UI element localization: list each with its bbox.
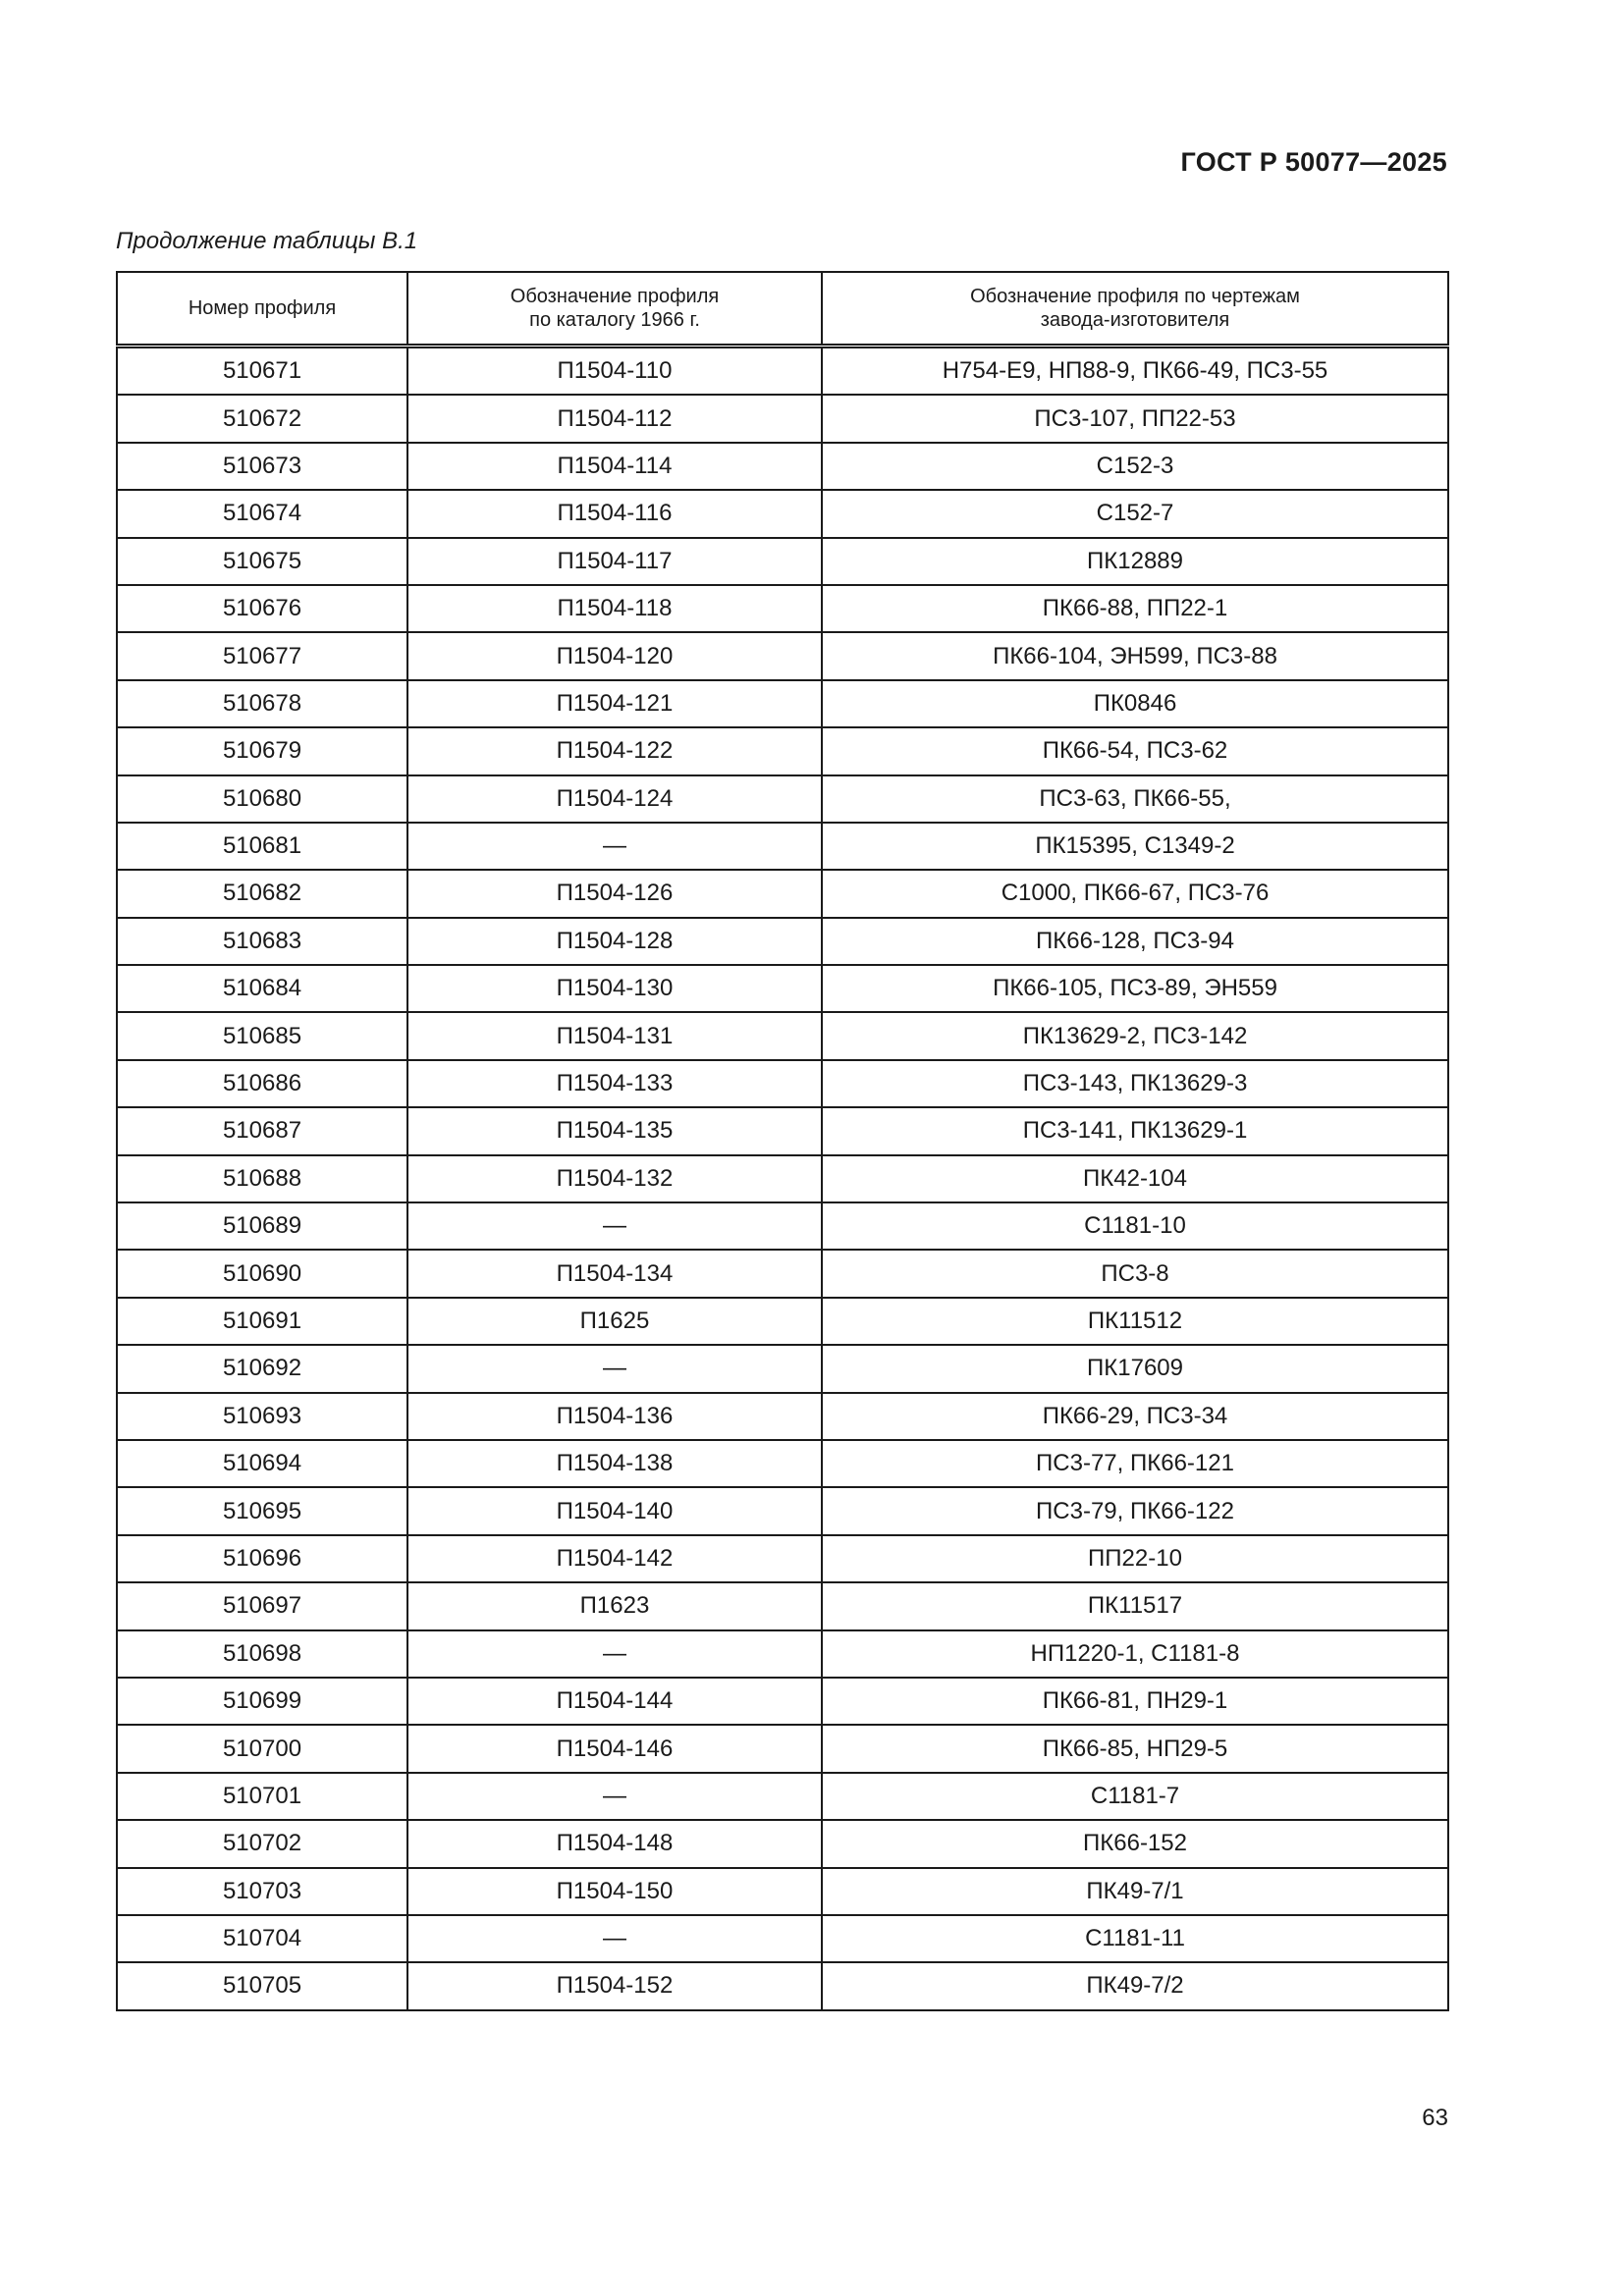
cell-catalog-designation: —: [407, 1345, 822, 1392]
column-header-factory-drawings: [822, 272, 1448, 347]
table-row: [117, 1298, 1448, 1345]
cell-profile-number: 510691: [117, 1298, 407, 1345]
cell-catalog-designation: П1504-126: [407, 870, 822, 917]
cell-profile-number: 510693: [117, 1393, 407, 1440]
cell-profile-number: 510705: [117, 1962, 407, 2009]
table-row: [117, 1202, 1448, 1250]
table-row: [117, 1012, 1448, 1059]
cell-catalog-designation: —: [407, 1773, 822, 1820]
cell-profile-number: 510694: [117, 1440, 407, 1487]
table-row: [117, 1345, 1448, 1392]
table-row: [117, 443, 1448, 490]
cell-catalog-designation: П1504-152: [407, 1962, 822, 2009]
table-row: [117, 1155, 1448, 1202]
cell-catalog-designation: —: [407, 1630, 822, 1678]
cell-catalog-designation: —: [407, 823, 822, 870]
cell-profile-number: 510698: [117, 1630, 407, 1678]
cell-catalog-designation: П1504-121: [407, 680, 822, 727]
cell-factory-designation: ПК49-7/1: [822, 1868, 1448, 1915]
cell-catalog-designation: П1504-112: [407, 395, 822, 442]
cell-profile-number: 510687: [117, 1107, 407, 1154]
cell-catalog-designation: П1504-114: [407, 443, 822, 490]
table-header-row: [117, 272, 1448, 347]
cell-factory-designation: ПК17609: [822, 1345, 1448, 1392]
table-row: [117, 775, 1448, 823]
cell-factory-designation: ПК66-29, ПС3-34: [822, 1393, 1448, 1440]
cell-catalog-designation: П1504-133: [407, 1060, 822, 1107]
cell-factory-designation: ПК66-152: [822, 1820, 1448, 1867]
cell-catalog-designation: П1504-148: [407, 1820, 822, 1867]
cell-catalog-designation: П1504-130: [407, 965, 822, 1012]
cell-profile-number: 510674: [117, 490, 407, 537]
cell-profile-number: 510681: [117, 823, 407, 870]
table-row: [117, 1393, 1448, 1440]
table-row: [117, 585, 1448, 632]
cell-factory-designation: С1000, ПК66-67, ПС3-76: [822, 870, 1448, 917]
table-row: [117, 1962, 1448, 2009]
cell-catalog-designation: П1504-131: [407, 1012, 822, 1059]
page-number: 63: [1422, 2105, 1448, 2131]
cell-factory-designation: ПК66-81, ПН29-1: [822, 1678, 1448, 1725]
cell-catalog-designation: П1504-134: [407, 1250, 822, 1297]
cell-profile-number: 510703: [117, 1868, 407, 1915]
cell-profile-number: 510680: [117, 775, 407, 823]
cell-factory-designation: ПК42-104: [822, 1155, 1448, 1202]
table-row: [117, 1582, 1448, 1629]
cell-catalog-designation: П1625: [407, 1298, 822, 1345]
cell-profile-number: 510702: [117, 1820, 407, 1867]
cell-factory-designation: ПК66-105, ПС3-89, ЭН559: [822, 965, 1448, 1012]
cell-factory-designation: ПК66-128, ПС3-94: [822, 918, 1448, 965]
table-row: [117, 727, 1448, 774]
column-header-line: завода-изготовителя: [1040, 309, 1230, 331]
cell-factory-designation: ПК49-7/2: [822, 1962, 1448, 2009]
table-row: [117, 1487, 1448, 1534]
cell-profile-number: 510682: [117, 870, 407, 917]
column-header-line: Обозначение профиля по чертежам: [970, 286, 1300, 307]
column-header-line: Номер профиля: [188, 297, 337, 319]
cell-catalog-designation: П1504-117: [407, 538, 822, 585]
cell-catalog-designation: П1504-120: [407, 632, 822, 679]
cell-profile-number: 510686: [117, 1060, 407, 1107]
cell-profile-number: 510688: [117, 1155, 407, 1202]
cell-catalog-designation: П1504-138: [407, 1440, 822, 1487]
table-row: [117, 1868, 1448, 1915]
cell-catalog-designation: П1504-146: [407, 1725, 822, 1772]
cell-catalog-designation: П1504-118: [407, 585, 822, 632]
cell-profile-number: 510672: [117, 395, 407, 442]
cell-factory-designation: ПК0846: [822, 680, 1448, 727]
cell-factory-designation: ПС3-77, ПК66-121: [822, 1440, 1448, 1487]
column-header-line: Обозначение профиля: [510, 286, 720, 307]
cell-factory-designation: ПК66-104, ЭН599, ПС3-88: [822, 632, 1448, 679]
cell-profile-number: 510697: [117, 1582, 407, 1629]
cell-profile-number: 510676: [117, 585, 407, 632]
cell-factory-designation: НП1220-1, С1181-8: [822, 1630, 1448, 1678]
table-row: [117, 1773, 1448, 1820]
column-header-line: по каталогу 1966 г.: [529, 309, 700, 331]
cell-factory-designation: ПП22-10: [822, 1535, 1448, 1582]
table-body: [117, 347, 1448, 2010]
cell-catalog-designation: П1504-136: [407, 1393, 822, 1440]
cell-profile-number: 510700: [117, 1725, 407, 1772]
cell-catalog-designation: П1504-132: [407, 1155, 822, 1202]
table-row: [117, 1915, 1448, 1962]
cell-catalog-designation: П1504-110: [407, 347, 822, 396]
cell-catalog-designation: П1504-150: [407, 1868, 822, 1915]
table-row: [117, 1820, 1448, 1867]
column-header-catalog-1966: [407, 272, 822, 347]
cell-catalog-designation: П1504-128: [407, 918, 822, 965]
cell-catalog-designation: П1504-140: [407, 1487, 822, 1534]
table-row: [117, 1630, 1448, 1678]
column-header-profile-number: [117, 272, 407, 347]
cell-profile-number: 510704: [117, 1915, 407, 1962]
cell-catalog-designation: —: [407, 1915, 822, 1962]
table-row: [117, 347, 1448, 396]
cell-profile-number: 510671: [117, 347, 407, 396]
table-row: [117, 1725, 1448, 1772]
table-row: [117, 1678, 1448, 1725]
cell-factory-designation: ПК66-54, ПС3-62: [822, 727, 1448, 774]
cell-factory-designation: ПК13629-2, ПС3-142: [822, 1012, 1448, 1059]
cell-factory-designation: ПК11517: [822, 1582, 1448, 1629]
cell-profile-number: 510678: [117, 680, 407, 727]
cell-factory-designation: ПС3-8: [822, 1250, 1448, 1297]
table-row: [117, 1060, 1448, 1107]
cell-factory-designation: ПС3-63, ПК66-55,: [822, 775, 1448, 823]
cell-factory-designation: ПК12889: [822, 538, 1448, 585]
cell-factory-designation: ПК66-85, НП29-5: [822, 1725, 1448, 1772]
document-id: ГОСТ Р 50077—2025: [1180, 147, 1447, 177]
cell-profile-number: 510685: [117, 1012, 407, 1059]
cell-profile-number: 510690: [117, 1250, 407, 1297]
table-row: [117, 490, 1448, 537]
table-row: [117, 870, 1448, 917]
cell-factory-designation: ПС3-143, ПК13629-3: [822, 1060, 1448, 1107]
cell-profile-number: 510679: [117, 727, 407, 774]
cell-factory-designation: ПС3-79, ПК66-122: [822, 1487, 1448, 1534]
cell-catalog-designation: —: [407, 1202, 822, 1250]
cell-factory-designation: ПК66-88, ПП22-1: [822, 585, 1448, 632]
table-row: [117, 918, 1448, 965]
profiles-table: [116, 271, 1449, 2011]
table-row: [117, 823, 1448, 870]
cell-factory-designation: ПС3-107, ПП22-53: [822, 395, 1448, 442]
table-row: [117, 1250, 1448, 1297]
table-row: [117, 1107, 1448, 1154]
table-row: [117, 1535, 1448, 1582]
cell-profile-number: 510701: [117, 1773, 407, 1820]
cell-catalog-designation: П1504-122: [407, 727, 822, 774]
cell-factory-designation: С1181-7: [822, 1773, 1448, 1820]
cell-factory-designation: Н754-Е9, НП88-9, ПК66-49, ПС3-55: [822, 347, 1448, 396]
cell-catalog-designation: П1623: [407, 1582, 822, 1629]
table-row: [117, 632, 1448, 679]
table-row: [117, 395, 1448, 442]
cell-profile-number: 510699: [117, 1678, 407, 1725]
cell-profile-number: 510696: [117, 1535, 407, 1582]
cell-profile-number: 510689: [117, 1202, 407, 1250]
table-row: [117, 1440, 1448, 1487]
table-row: [117, 680, 1448, 727]
table-row: [117, 965, 1448, 1012]
table-row: [117, 538, 1448, 585]
cell-factory-designation: ПС3-141, ПК13629-1: [822, 1107, 1448, 1154]
cell-profile-number: 510673: [117, 443, 407, 490]
cell-profile-number: 510695: [117, 1487, 407, 1534]
cell-factory-designation: ПК15395, С1349-2: [822, 823, 1448, 870]
cell-catalog-designation: П1504-144: [407, 1678, 822, 1725]
cell-profile-number: 510683: [117, 918, 407, 965]
table-caption: Продолжение таблицы В.1: [116, 228, 418, 254]
cell-profile-number: 510684: [117, 965, 407, 1012]
cell-factory-designation: ПК11512: [822, 1298, 1448, 1345]
cell-catalog-designation: П1504-124: [407, 775, 822, 823]
cell-factory-designation: С152-7: [822, 490, 1448, 537]
cell-catalog-designation: П1504-135: [407, 1107, 822, 1154]
cell-factory-designation: С1181-10: [822, 1202, 1448, 1250]
cell-factory-designation: С1181-11: [822, 1915, 1448, 1962]
cell-factory-designation: С152-3: [822, 443, 1448, 490]
cell-profile-number: 510677: [117, 632, 407, 679]
cell-profile-number: 510692: [117, 1345, 407, 1392]
cell-catalog-designation: П1504-142: [407, 1535, 822, 1582]
cell-catalog-designation: П1504-116: [407, 490, 822, 537]
cell-profile-number: 510675: [117, 538, 407, 585]
